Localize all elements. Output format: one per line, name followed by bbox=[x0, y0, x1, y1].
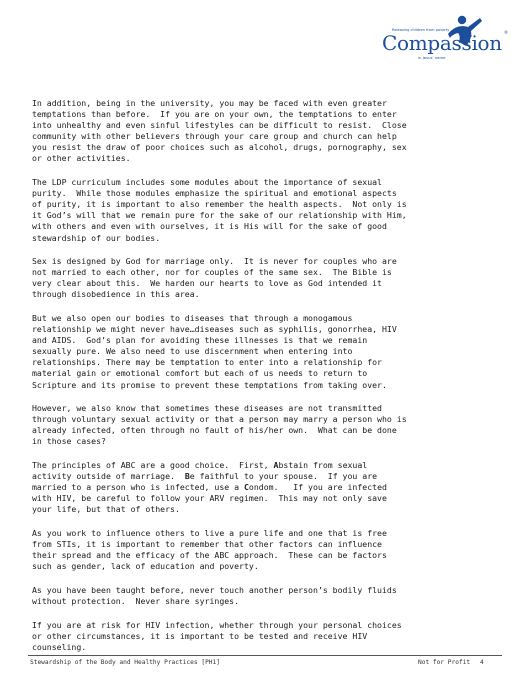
abc-initial: C bbox=[243, 482, 249, 493]
paragraph: As you have been taught before, never touch another person’s bodily fluids without protection. Never share syringes. bbox=[32, 584, 397, 606]
paragraph: The LDP curriculum includes some modules about the importance of sexual purity. While those modules emphasize the spiritual and emotional aspects of purity, it is important to also remember the health aspects. Not only is it God’s will that we remain pure for the sake of our relationship with Him, with others and even with ourselves, it is His will for the sake of good stewardship of our bodies. bbox=[32, 177, 407, 243]
paragraph: However, we also know that sometimes these diseases are not transmitted through voluntary sexual activity or that a person may marry a person who is already infected, often through no fault of his/her own. What can be done in those cases? bbox=[32, 403, 407, 447]
abc-initial: B bbox=[184, 471, 190, 482]
compassion-logo bbox=[376, 12, 516, 68]
footer-divider bbox=[28, 655, 502, 656]
logo-subline: in Jesus' name bbox=[418, 55, 446, 60]
paragraph: Sex is designed by God for marriage only. It is never for couples who are not married to each other, nor for couples of the same sex. The Bible is very clear about this. We harden our hearts to love as God intended it through disobedience in this area. bbox=[32, 256, 397, 300]
page-number: 4 bbox=[480, 659, 484, 666]
footer-notice: Not for Profit bbox=[418, 659, 471, 666]
abc-initial: A bbox=[273, 460, 279, 471]
logo-wordmark: Compassion bbox=[382, 31, 502, 55]
paragraph-abc: The principles of ABC are a good choice. First, Abstain from sexual activity outside of marriage. Be faithful to your spouse. If you are married to a person who is infected, use a Condom. If you are infected with HIV, be careful to follow your ARV regimen. This may not only save your life, but that of others. bbox=[32, 460, 387, 515]
paragraph: But we also open our bodies to diseases that through a monogamous relationship we might never have…diseases such as syphilis, gonorrhea, HIV and AIDS. God’s plan for avoiding these illnesses is that we remain sexually pure. We also need to use discernment when entering into relationships. There may be temptation to enter into a relationship for material gain or emotional comfort but each of us needs to return to Scripture and its promise to prevent these temptations from taking over. bbox=[32, 313, 397, 390]
logo-registered-mark: ® bbox=[504, 30, 508, 35]
body-text bbox=[32, 98, 502, 665]
paragraph: As you work to influence others to live a pure life and one that is free from STIs, it is important to remember that other factors can influence their spread and the efficacy of the ABC approach. These can be factors such as gender, lack of education and poverty. bbox=[32, 528, 387, 572]
logo-tagline: Releasing children from poverty bbox=[392, 28, 450, 32]
footer-title: Stewardship of the Body and Healthy Practices [PH1] bbox=[30, 659, 220, 666]
paragraph: If you are at risk for HIV infection, whether through your personal choices or other circumstances, it is important to be tested and receive HIV counseling. bbox=[32, 619, 402, 652]
paragraph: In addition, being in the university, you may be faced with even greater temptations than before. If you are on your own, the temptations to enter into unhealthy and even sinful lifestyles can be difficult to resist. Close community with other believers through your care group and church can help you resist the draw of poor choices such as alcohol, drugs, pornography, sex or other activities. bbox=[32, 98, 407, 164]
